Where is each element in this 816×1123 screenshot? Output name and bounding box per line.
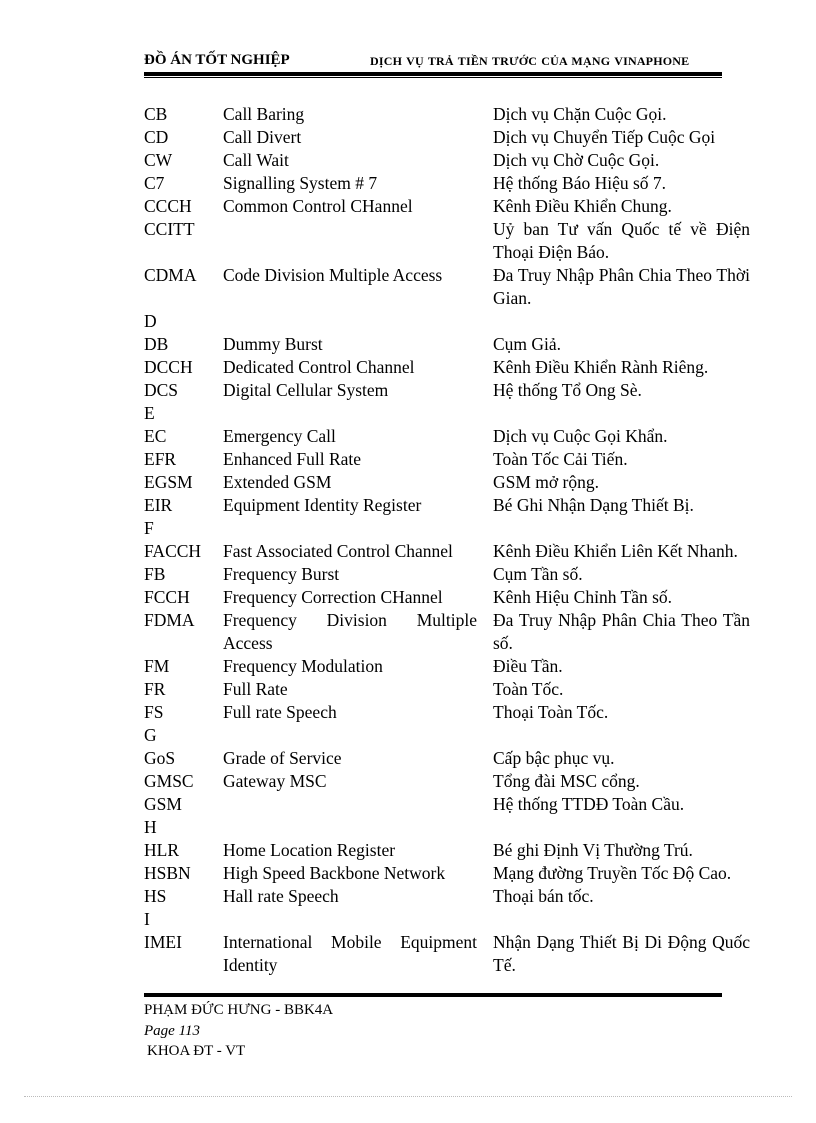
glossary-section-letter: [144, 517, 750, 540]
glossary-english-term: Call Wait: [223, 150, 289, 170]
glossary-vietnamese-term: Bé ghi Định Vị Thường Trú.: [493, 840, 693, 860]
glossary-abbreviation: EFR: [144, 449, 177, 469]
glossary-vietnamese-term: Kênh Điều Khiển Chung.: [493, 196, 672, 216]
glossary-vietnamese-term: Thoại Toàn Tốc.: [493, 702, 609, 722]
glossary-vietnamese-term: Dịch vụ Chuyển Tiếp Cuộc Gọi: [493, 127, 716, 147]
glossary-abbreviation: GSM: [144, 794, 182, 814]
glossary-abbreviation: CB: [144, 104, 168, 124]
glossary-english-term: [223, 218, 477, 241]
glossary-vietnamese-term: Mạng đường Truyền Tốc Độ Cao.: [493, 863, 732, 883]
glossary-english-term: Hall rate Speech: [223, 886, 339, 906]
glossary-english-term: Frequency Modulation: [223, 656, 383, 676]
glossary-english-term: Digital Cellular System: [223, 380, 389, 400]
glossary-abbreviation: HSBN: [144, 863, 191, 883]
glossary-abbreviation: CDMA: [144, 265, 197, 285]
glossary-abbreviation: EGSM: [144, 472, 193, 492]
footer-author: PHẠM ĐỨC HƯNG - BBK4A: [144, 1002, 334, 1018]
glossary-abbreviation: F: [144, 518, 154, 538]
glossary-english-term: International Mobile Equipment Identity: [223, 932, 477, 975]
glossary-row: [144, 701, 750, 724]
glossary-vietnamese-term: Hệ thống Tổ Ong Sè.: [493, 380, 642, 400]
glossary-row: [144, 609, 750, 655]
glossary-english-term: Gateway MSC: [223, 771, 327, 791]
glossary-english-term: Call Divert: [223, 127, 302, 147]
glossary-english-term: Full rate Speech: [223, 702, 337, 722]
glossary-vietnamese-term: Bé Ghi Nhận Dạng Thiết Bị.: [493, 495, 694, 515]
glossary-abbreviation: DCCH: [144, 357, 193, 377]
glossary-row: [144, 678, 750, 701]
glossary-row: [144, 862, 750, 885]
glossary-row: [144, 126, 750, 149]
glossary-row: [144, 425, 750, 448]
page-number: Page 113: [144, 1022, 200, 1039]
glossary-english-term: Frequency Division Multiple Access: [223, 610, 477, 653]
glossary-vietnamese-term: Đa Truy Nhập Phân Chia Theo Thời Gian.: [493, 265, 750, 308]
glossary-row: [144, 747, 750, 770]
glossary-row: [144, 379, 750, 402]
glossary-row: [144, 793, 750, 816]
glossary-english-term: Home Location Register: [223, 840, 396, 860]
glossary-row: [144, 770, 750, 793]
glossary-row: [144, 195, 750, 218]
glossary-row: [144, 655, 750, 678]
glossary-abbreviation: D: [144, 311, 157, 331]
glossary-english-term: Frequency Correction CHannel: [223, 587, 443, 607]
glossary-row: [144, 356, 750, 379]
header-divider-thin: [144, 77, 722, 78]
glossary-english-term: Fast Associated Control Channel: [223, 541, 453, 561]
glossary-row: [144, 103, 750, 126]
glossary-abbreviation: E: [144, 403, 155, 423]
glossary-section-letter: [144, 724, 750, 747]
glossary-section-letter: [144, 816, 750, 839]
glossary-english-term: [223, 908, 477, 931]
glossary-abbreviation: FS: [144, 702, 164, 722]
glossary-english-term: Call Baring: [223, 104, 305, 124]
glossary-vietnamese-term: Toàn Tốc Cải Tiến.: [493, 449, 628, 469]
glossary-row: [144, 471, 750, 494]
glossary-list: [144, 103, 750, 977]
glossary-section-letter: [144, 310, 750, 333]
glossary-row: [144, 448, 750, 471]
glossary-vietnamese-term: GSM mở rộng.: [493, 472, 599, 492]
glossary-abbreviation: EC: [144, 426, 167, 446]
page-bottom-dotted-line: [24, 1096, 792, 1097]
glossary-vietnamese-term: Điều Tần.: [493, 656, 563, 676]
glossary-abbreviation: FB: [144, 564, 166, 584]
glossary-english-term: Common Control CHannel: [223, 196, 413, 216]
document-subtitle: DỊCH VỤ TRẢ TIỀN TRƯỚC CỦA MẠNG VINAPHONE: [370, 54, 690, 68]
glossary-section-letter: [144, 908, 750, 931]
glossary-vietnamese-term: Hệ thống Báo Hiệu số 7.: [493, 173, 667, 193]
glossary-abbreviation: FACCH: [144, 541, 202, 561]
glossary-english-term: [223, 793, 477, 816]
glossary-vietnamese-term: Nhận Dạng Thiết Bị Di Động Quốc Tế.: [493, 932, 750, 975]
glossary-english-term: Grade of Service: [223, 748, 342, 768]
glossary-english-term: [223, 310, 477, 333]
glossary-row: [144, 333, 750, 356]
glossary-english-term: Full Rate: [223, 679, 288, 699]
glossary-vietnamese-term: Dịch vụ Cuộc Gọi Khẩn.: [493, 426, 668, 446]
glossary-vietnamese-term: Cấp bậc phục vụ.: [493, 748, 615, 768]
glossary-vietnamese-term: Tổng đài MSC cổng.: [493, 771, 640, 791]
glossary-vietnamese-term: Thoại bán tốc.: [493, 886, 594, 906]
glossary-vietnamese-term: Cụm Giả.: [493, 334, 562, 354]
glossary-abbreviation: FCCH: [144, 587, 190, 607]
glossary-abbreviation: HS: [144, 886, 167, 906]
glossary-row: [144, 149, 750, 172]
glossary-english-term: Signalling System # 7: [223, 173, 378, 193]
glossary-row: [144, 885, 750, 908]
glossary-row: [144, 586, 750, 609]
glossary-abbreviation: G: [144, 725, 157, 745]
glossary-english-term: [223, 402, 477, 425]
glossary-vietnamese-term: Dịch vụ Chờ Cuộc Gọi.: [493, 150, 660, 170]
glossary-english-term: Dedicated Control Channel: [223, 357, 415, 377]
header-divider: [144, 72, 722, 76]
glossary-vietnamese-term: Uỷ ban Tư vấn Quốc tế về Điện Thoại Điện Báo.: [493, 219, 750, 262]
glossary-english-term: High Speed Backbone Network: [223, 863, 446, 883]
glossary-vietnamese-term: Hệ thống TTDĐ Toàn Cầu.: [493, 794, 685, 814]
glossary-english-term: Enhanced Full Rate: [223, 449, 362, 469]
glossary-row: [144, 264, 750, 310]
glossary-abbreviation: DCS: [144, 380, 179, 400]
glossary-english-term: Extended GSM: [223, 472, 332, 492]
glossary-abbreviation: IMEI: [144, 932, 182, 952]
glossary-vietnamese-term: Kênh Điều Khiển Liên Kết Nhanh.: [493, 541, 738, 561]
glossary-abbreviation: I: [144, 909, 150, 929]
glossary-english-term: Equipment Identity Register: [223, 495, 422, 515]
glossary-abbreviation: H: [144, 817, 157, 837]
glossary-section-letter: [144, 402, 750, 425]
glossary-abbreviation: GMSC: [144, 771, 194, 791]
page-header: [144, 52, 722, 74]
glossary-row: [144, 494, 750, 517]
page-footer: [144, 1000, 333, 1062]
glossary-vietnamese-term: Cụm Tần số.: [493, 564, 583, 584]
glossary-row: [144, 563, 750, 586]
glossary-english-term: [223, 816, 477, 839]
glossary-vietnamese-term: Đa Truy Nhập Phân Chia Theo Tần số.: [493, 610, 750, 653]
glossary-vietnamese-term: Toàn Tốc.: [493, 679, 564, 699]
glossary-abbreviation: DB: [144, 334, 169, 354]
glossary-abbreviation: CW: [144, 150, 173, 170]
glossary-row: [144, 540, 750, 563]
glossary-abbreviation: FR: [144, 679, 166, 699]
glossary-english-term: Emergency Call: [223, 426, 336, 446]
glossary-vietnamese-term: Kênh Điều Khiển Rành Riêng.: [493, 357, 709, 377]
glossary-abbreviation: CD: [144, 127, 169, 147]
glossary-english-term: Dummy Burst: [223, 334, 323, 354]
glossary-abbreviation: FDMA: [144, 610, 195, 630]
glossary-abbreviation: HLR: [144, 840, 179, 860]
glossary-english-term: [223, 724, 477, 747]
glossary-abbreviation: C7: [144, 173, 165, 193]
glossary-abbreviation: CCITT: [144, 219, 195, 239]
glossary-row: [144, 218, 750, 264]
glossary-abbreviation: FM: [144, 656, 170, 676]
glossary-english-term: Frequency Burst: [223, 564, 340, 584]
glossary-abbreviation: EIR: [144, 495, 173, 515]
document-title: ĐỒ ÁN TỐT NGHIỆP: [144, 52, 290, 68]
glossary-vietnamese-term: Dịch vụ Chặn Cuộc Gọi.: [493, 104, 667, 124]
glossary-abbreviation: GoS: [144, 748, 176, 768]
glossary-english-term: [223, 517, 477, 540]
glossary-vietnamese-term: Kênh Hiệu Chỉnh Tần số.: [493, 587, 673, 607]
glossary-row: [144, 172, 750, 195]
footer-department: KHOA ĐT - VT: [147, 1043, 246, 1059]
glossary-english-term: Code Division Multiple Access: [223, 265, 443, 285]
glossary-row: [144, 839, 750, 862]
footer-divider: [144, 993, 722, 997]
glossary-abbreviation: CCCH: [144, 196, 192, 216]
glossary-row: [144, 931, 750, 977]
